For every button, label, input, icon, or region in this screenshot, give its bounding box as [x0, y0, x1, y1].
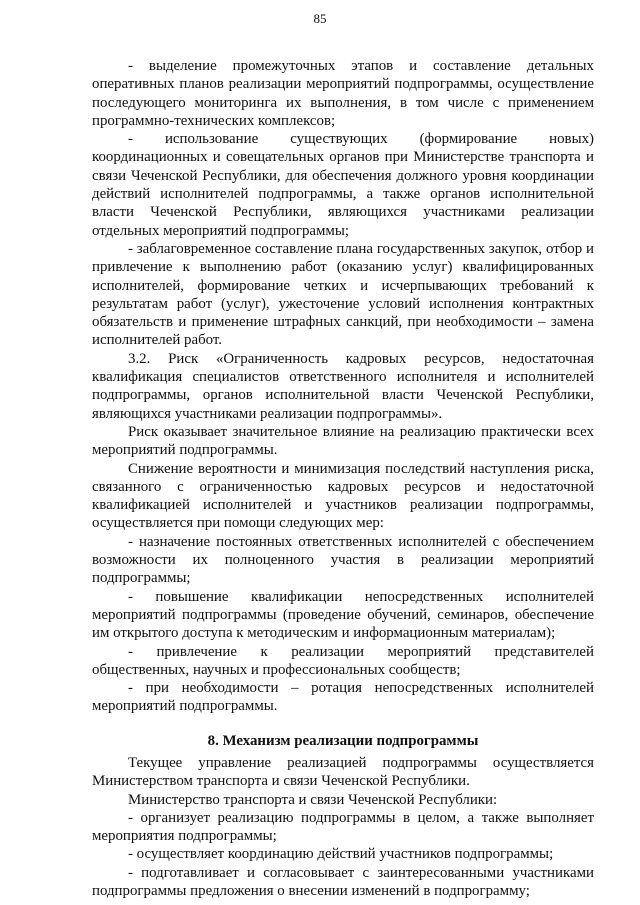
- paragraph: - использование существующих (формирование новых) координационных и совещательных органов при Министерстве транспорта и связи Чеченской Республики, для обеспечения должного уровня координации действий исполнителей подпрограммы, а также органов исполнительной власти Чеченской Республики, являющихся участниками реализации отдельных мероприятий подпрограммы;: [92, 131, 594, 239]
- section-title: 8. Механизм реализации подпрограммы: [207, 732, 479, 749]
- page-number: 85: [313, 11, 327, 26]
- paragraph: - осуществляет координацию действий участников подпрограммы;: [128, 846, 554, 863]
- paragraph: - назначение постоянных ответственных исполнителей с обеспечением возможности их полноценного участия в реализации мероприятий подпрограммы;: [92, 533, 594, 587]
- paragraph: Текущее управление реализацией подпрограммы осуществляется Министерством транспорта и связи Чеченской Республики.: [92, 754, 594, 790]
- paragraph: Снижение вероятности и минимизация последствий наступления риска, связанного с ограниченностью кадровых ресурсов и недостаточной квалификацией исполнителей и участников реализации подпрограммы, осуществляется при помощи следующих мер:: [92, 460, 594, 532]
- paragraph: - выделение промежуточных этапов и составление детальных оперативных планов реализации мероприятий подпрограммы, осуществление последующего мониторинга их выполнения, в том числе с применением программно-технических комплексов;: [92, 58, 594, 129]
- document-body: [92, 57, 594, 900]
- paragraph: Министерство транспорта и связи Чеченской Республики:: [128, 791, 498, 808]
- paragraph: - при необходимости – ротация непосредственных исполнителей мероприятий подпрограммы.: [92, 680, 594, 715]
- paragraph: - подготавливает и согласовывает с заинтересованными участниками подпрограммы предложения о внесении изменений в подпрограмму;: [92, 864, 594, 900]
- paragraph: 3.2. Риск «Ограниченность кадровых ресурсов, недостаточная квалификация специалистов ответственного исполнителя и исполнителей подпрограммы, органов исполнительной власти Чеченской Республики, являющихся участниками реализации подпрограммы».: [92, 350, 594, 422]
- paragraph: - повышение квалификации непосредственных исполнителей мероприятий подпрограммы (проведение обучений, семинаров, обеспечение им открытого доступа к методическим и информационным материалам);: [92, 588, 594, 642]
- paragraph: Риск оказывает значительное влияние на реализацию практически всех мероприятий подпрограммы.: [92, 423, 594, 459]
- paragraph: - заблаговременное составление плана государственных закупок, отбор и привлечение к выполнению работ (оказанию услуг) квалифицированных исполнителей, формирование четких и исчерпывающих требований к результатам работ (услуг), ужесточение условий исполнения контрактных обязательств и применение штрафных санкций, при необходимости – замена исполнителей работ.: [92, 240, 594, 349]
- paragraph: - привлечение к реализации мероприятий представителей общественных, научных и профессиональных сообществ;: [92, 643, 594, 678]
- paragraph: - организует реализацию подпрограммы в целом, а также выполняет мероприятия подпрограммы;: [92, 809, 594, 845]
